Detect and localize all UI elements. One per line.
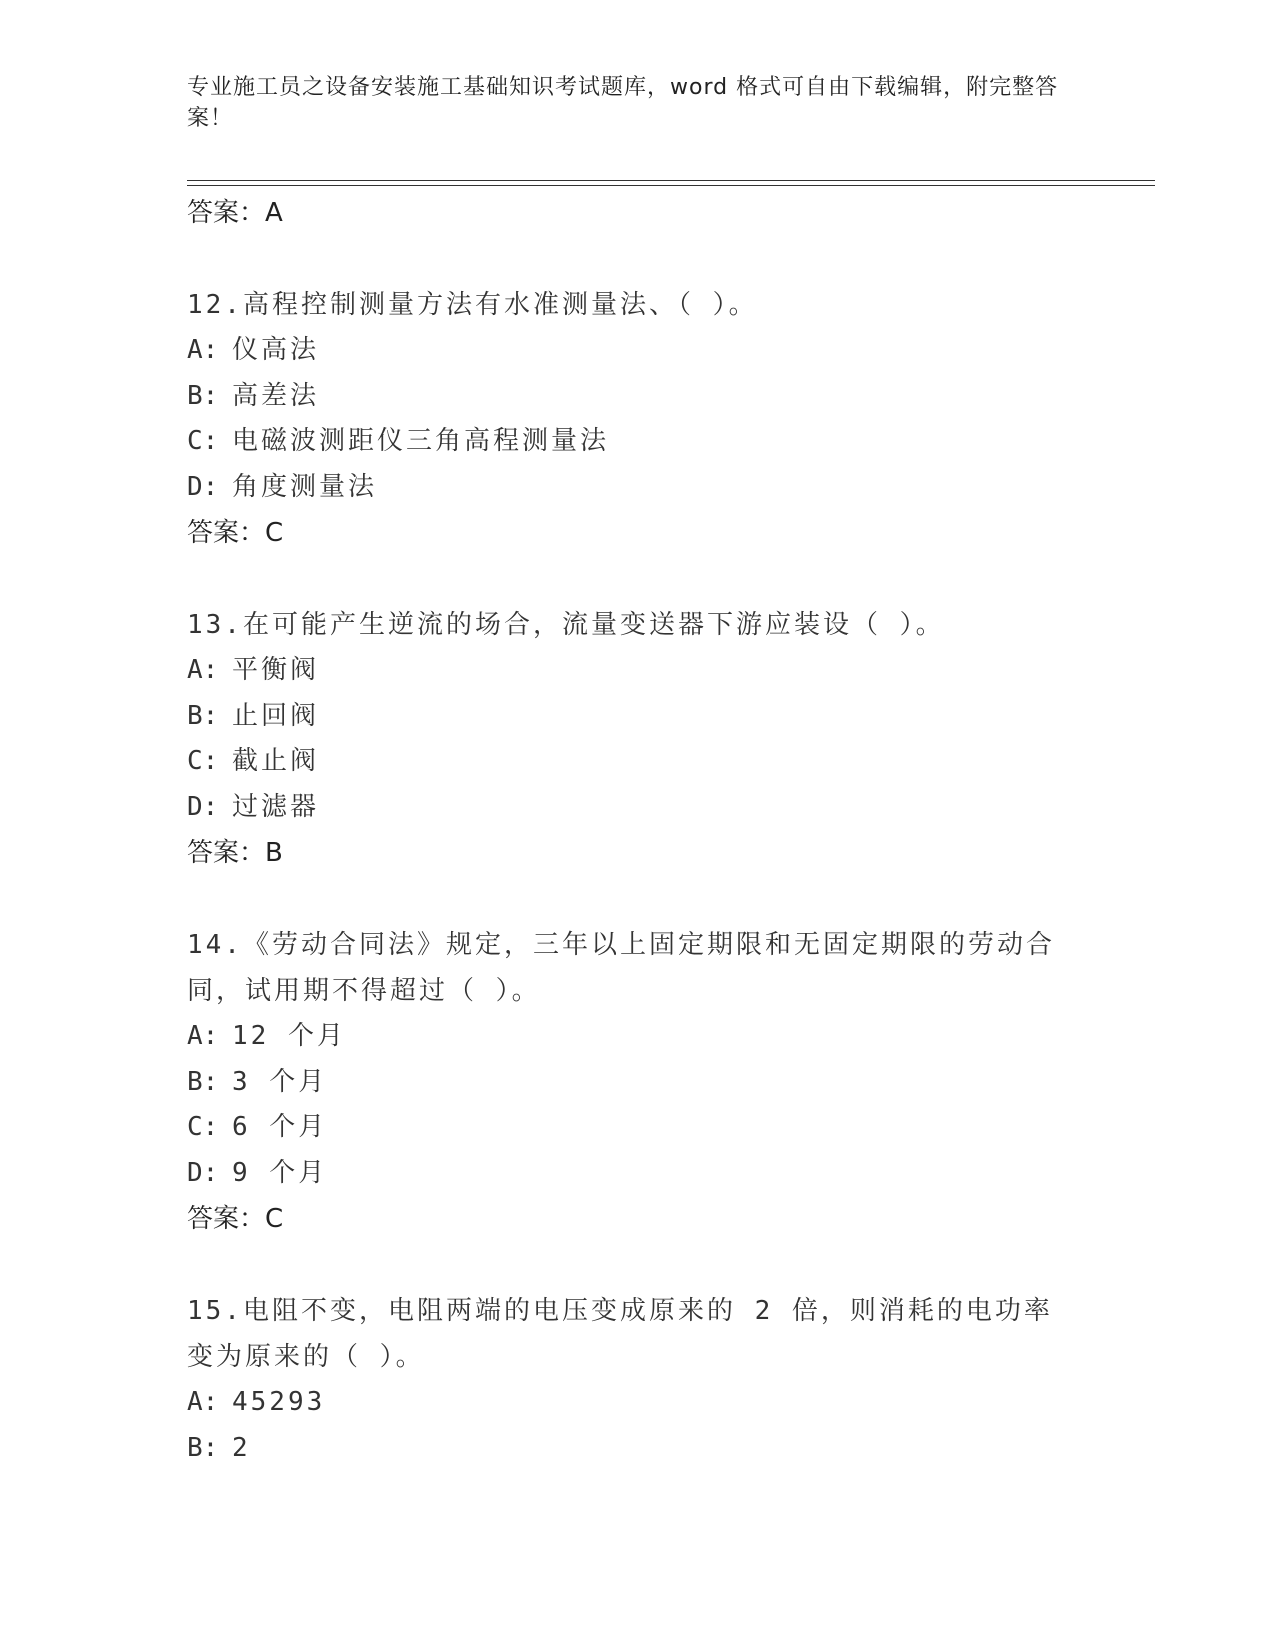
answer-option [187,1014,1167,1060]
option-text: 电磁波测距仪三角高程测量法 [232,426,610,456]
question-text: 13.在可能产生逆流的场合，流量变送器下游应装设（ ）。 [187,610,945,640]
option-text: 截止阀 [232,746,320,776]
option-letter: A: [187,335,219,365]
option-letter: D: [187,471,219,502]
document-header: 专业施工员之设备安装施工基础知识考试题库，word 格式可自由下载编辑，附完整答案！ [187,75,1059,131]
answer-option [187,328,1167,374]
option-letter: A: [187,1021,219,1051]
option-letter: B: [187,700,219,731]
option-letter: C: [187,746,219,776]
option-text: 角度测量法 [232,471,378,502]
option-text: 3 个月 [232,1066,328,1097]
option-text: 2 [232,1432,251,1463]
option-text: 过滤器 [232,791,320,822]
block-spacer [187,556,1167,602]
option-text: 仪高法 [232,335,320,365]
header-divider [187,180,1155,181]
option-text: 止回阀 [232,700,320,731]
answer-option [187,648,1167,694]
answer-line: 答案：C [187,1204,284,1234]
option-letter: B: [187,380,219,411]
option-text: 12 个月 [232,1021,346,1051]
option-text: 9 个月 [232,1157,328,1188]
answer-option [187,1380,1167,1426]
option-letter: B: [187,1432,219,1463]
option-text: 45293 [232,1387,326,1417]
option-letter: D: [187,1157,219,1188]
block-spacer [187,1242,1167,1288]
answer-option [187,1060,1167,1106]
answer-option [187,694,1167,740]
answer-option [187,1105,1167,1151]
answer-option [187,419,1167,465]
answer-line: 答案：B [187,838,283,868]
answer-option [187,785,1167,831]
block-spacer [187,876,1167,922]
option-letter: C: [187,426,219,456]
option-text: 高差法 [232,380,320,411]
question-list [187,190,1167,1471]
option-letter: C: [187,1112,219,1142]
answer-option [187,739,1167,785]
answer-option [187,1151,1167,1197]
question-text: 15.电阻不变，电阻两端的电压变成原来的 2 倍，则消耗的电功率变为原来的（ ）。 [187,1296,1053,1372]
header-divider-second [187,185,1155,186]
answer-option [187,1426,1167,1472]
answer-option [187,374,1167,420]
block-spacer [187,236,1167,282]
answer-line: 答案：C [187,518,284,548]
option-letter: B: [187,1066,219,1097]
answer-option [187,465,1167,511]
option-text: 平衡阀 [232,655,320,685]
question-text: 14.《劳动合同法》规定，三年以上固定期限和无固定期限的劳动合同，试用期不得超过（ ）。 [187,930,1055,1006]
option-letter: A: [187,1387,219,1417]
option-letter: D: [187,791,219,822]
answer-line: 答案：A [187,198,283,228]
question-text: 12.高程控制测量方法有水准测量法、（ ）。 [187,290,758,320]
option-letter: A: [187,655,219,685]
option-text: 6 个月 [232,1112,328,1142]
